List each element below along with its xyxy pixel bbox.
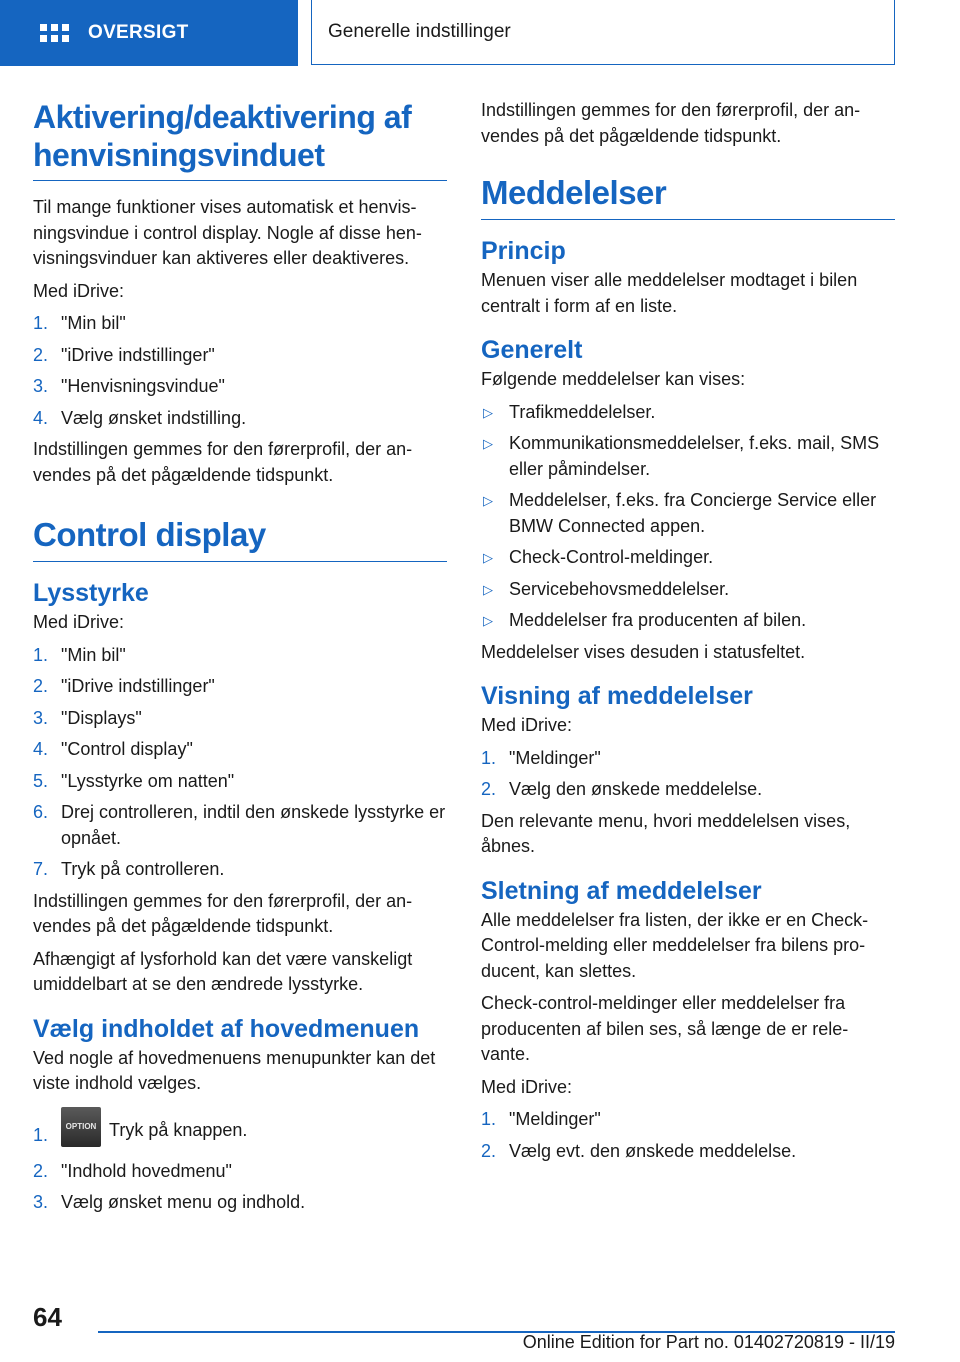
step-number: 1. bbox=[33, 1124, 49, 1145]
step-number: 3. bbox=[33, 707, 49, 728]
delete-paragraph-1: Alle meddelelser fra listen, der ikke er en Check-Control-melding eller meddelelser fra bilens pro-ducent, kan slettes. bbox=[481, 909, 869, 981]
triangle-bullet-icon: ▷ bbox=[483, 613, 493, 628]
triangle-bullet-icon: ▷ bbox=[483, 493, 493, 508]
step-text: "Henvisningsvindue" bbox=[61, 376, 225, 396]
step-number: 1. bbox=[33, 644, 49, 665]
heading-control-display: Control display bbox=[33, 515, 447, 562]
overview-tab[interactable] bbox=[0, 0, 298, 66]
heading-principle: Princip bbox=[481, 237, 566, 265]
idrive-label-3: Med iDrive: bbox=[481, 715, 573, 735]
steps-brightness bbox=[33, 643, 447, 883]
list-item bbox=[33, 643, 447, 669]
list-item bbox=[481, 1107, 895, 1133]
idrive-label-4: Med iDrive: bbox=[481, 1076, 573, 1097]
list-item bbox=[33, 800, 447, 851]
step-text: "Control display" bbox=[61, 739, 193, 759]
list-item bbox=[33, 737, 447, 763]
page-number: 64 bbox=[33, 1302, 62, 1332]
list-item bbox=[33, 406, 447, 432]
list-item bbox=[33, 674, 447, 700]
heading-main-menu: Vælg indholdet af hovedmenuen bbox=[33, 1014, 420, 1043]
option-button-icon: OPTION bbox=[61, 1107, 101, 1147]
step-number: 2. bbox=[33, 1160, 49, 1181]
step-number: 7. bbox=[33, 859, 49, 879]
step-number: 3. bbox=[33, 376, 49, 396]
triangle-bullet-icon: ▷ bbox=[483, 404, 493, 420]
grid-icon bbox=[40, 24, 69, 42]
list-item bbox=[33, 857, 447, 883]
saved-paragraph-1: Indstillingen gemmes for den førerprofil, der an-vendes på det pågældende tidspunkt. bbox=[33, 439, 413, 485]
list-item bbox=[33, 769, 447, 795]
step-text: Tryk på controlleren. bbox=[61, 859, 225, 879]
overview-label: OVERSIGT bbox=[88, 22, 189, 43]
heading-delete-messages: Sletning af meddelelser bbox=[481, 876, 762, 905]
heading-display-messages: Visning af meddelelser bbox=[481, 682, 753, 710]
left-column bbox=[33, 98, 447, 1222]
step-text: Tryk på knappen. bbox=[109, 1119, 248, 1140]
bullet-text: Meddelelser fra producenten af bilen. bbox=[509, 610, 807, 630]
step-number: 2. bbox=[33, 344, 49, 365]
list-item bbox=[33, 1111, 447, 1151]
page-header bbox=[0, 0, 960, 66]
heading-messages: Meddelelser bbox=[481, 173, 895, 220]
list-item bbox=[481, 400, 895, 426]
idrive-label-1: Med iDrive: bbox=[33, 280, 125, 301]
section-tab[interactable] bbox=[311, 0, 895, 65]
bullet-text: Trafikmeddelelser. bbox=[509, 401, 656, 422]
step-text: "Min bil" bbox=[61, 644, 126, 665]
step-number: 2. bbox=[481, 1140, 497, 1161]
list-item bbox=[481, 1139, 895, 1165]
step-number: 1. bbox=[481, 747, 497, 768]
section-label: Generelle indstillinger bbox=[328, 21, 511, 42]
step-number: 4. bbox=[33, 739, 49, 759]
list-item bbox=[481, 608, 895, 634]
list-item bbox=[33, 1190, 447, 1216]
bullet-text: Meddelelser, f.eks. fra Concierge Service eller BMW Connected appen. bbox=[509, 490, 877, 536]
step-number: 3. bbox=[33, 1192, 49, 1212]
triangle-bullet-icon: ▷ bbox=[483, 436, 493, 451]
relevant-paragraph: Den relevante menu, hvori meddelelsen vises, åbnes. bbox=[481, 810, 851, 856]
step-number: 2. bbox=[33, 676, 49, 696]
list-item bbox=[481, 431, 895, 482]
list-item bbox=[33, 374, 447, 400]
right-column bbox=[481, 98, 895, 1170]
idrive-label-2: Med iDrive: bbox=[33, 612, 125, 632]
list-item bbox=[33, 706, 447, 732]
step-text: "Lysstyrke om natten" bbox=[61, 770, 235, 791]
step-text: Vælg den ønskede meddelelse. bbox=[509, 779, 763, 799]
step-text: "Indhold hovedmenu" bbox=[61, 1160, 232, 1181]
delete-paragraph-2: Check-control-meldinger eller meddelelser fra producenten af bilen ses, så længe de er rele-vante. bbox=[481, 993, 849, 1064]
message-types-list bbox=[481, 400, 895, 634]
steps-delete bbox=[481, 1107, 895, 1164]
step-text: "Meldinger" bbox=[509, 1109, 601, 1129]
heading-general: Generelt bbox=[481, 336, 583, 364]
step-text: "Displays" bbox=[61, 707, 142, 728]
steps-main-menu bbox=[33, 1111, 447, 1216]
triangle-bullet-icon: ▷ bbox=[483, 581, 493, 597]
list-item bbox=[33, 311, 447, 337]
step-text: Vælg evt. den ønskede meddelelse. bbox=[509, 1140, 797, 1161]
footer-edition: Online Edition for Part no. 01402720819 - II/19 bbox=[522, 1332, 895, 1352]
step-text: Drej controlleren, indtil den ønskede lysstyrke er opnået. bbox=[61, 802, 446, 848]
saved-paragraph-2: Indstillingen gemmes for den førerprofil, der an-vendes på det pågældende tidspunkt. bbox=[33, 890, 413, 936]
main-menu-paragraph: Ved nogle af hovedmenuens menupunkter kan det viste indhold vælges. bbox=[33, 1047, 436, 1093]
depends-paragraph: Afhængigt af lysforhold kan det være vanskeligt umiddelbart at se den ændrede lysstyrke. bbox=[33, 948, 413, 994]
step-text: "Meldinger" bbox=[509, 747, 601, 768]
triangle-bullet-icon: ▷ bbox=[483, 550, 493, 565]
principle-paragraph: Menuen viser alle meddelelser modtaget i bilen centralt i form af en liste. bbox=[481, 270, 858, 316]
list-item bbox=[33, 343, 447, 369]
general-paragraph: Følgende meddelelser kan vises: bbox=[481, 369, 746, 389]
step-text: Vælg ønsket indstilling. bbox=[61, 407, 247, 428]
heading-brightness: Lysstyrke bbox=[33, 579, 149, 607]
list-item bbox=[481, 577, 895, 603]
list-item bbox=[33, 1159, 447, 1185]
steps-display bbox=[481, 746, 895, 803]
heading-activation: Aktivering/deaktivering af henvisningsvinduet bbox=[33, 98, 447, 181]
list-item bbox=[481, 545, 895, 571]
step-text: Vælg ønsket menu og indhold. bbox=[61, 1192, 306, 1212]
step-number: 1. bbox=[481, 1109, 497, 1129]
steps-activation bbox=[33, 311, 447, 431]
step-text: "iDrive indstillinger" bbox=[61, 344, 215, 365]
intro-paragraph: Til mange funktioner vises automatisk et henvis-ningsvindue i control display. Nogle af disse hen-visningsvinduer kan aktiveres eller deaktiveres. bbox=[33, 197, 422, 268]
list-item bbox=[481, 746, 895, 772]
step-number: 1. bbox=[33, 313, 49, 333]
step-number: 5. bbox=[33, 770, 49, 791]
list-item bbox=[481, 777, 895, 803]
bullet-text: Kommunikationsmeddelelser, f.eks. mail, SMS eller påmindelser. bbox=[509, 433, 880, 479]
step-number: 6. bbox=[33, 802, 49, 822]
list-item bbox=[481, 488, 895, 539]
bullet-text: Check-Control-meldinger. bbox=[509, 547, 714, 567]
status-paragraph: Meddelelser vises desuden i statusfeltet. bbox=[481, 641, 806, 662]
step-text: "Min bil" bbox=[61, 313, 126, 333]
step-text: "iDrive indstillinger" bbox=[61, 676, 215, 696]
saved-paragraph-3: Indstillingen gemmes for den førerprofil, der an-vendes på det pågældende tidspunkt. bbox=[481, 100, 861, 146]
bullet-text: Servicebehovsmeddelelser. bbox=[509, 578, 730, 599]
step-number: 2. bbox=[481, 779, 497, 799]
step-number: 4. bbox=[33, 407, 49, 428]
